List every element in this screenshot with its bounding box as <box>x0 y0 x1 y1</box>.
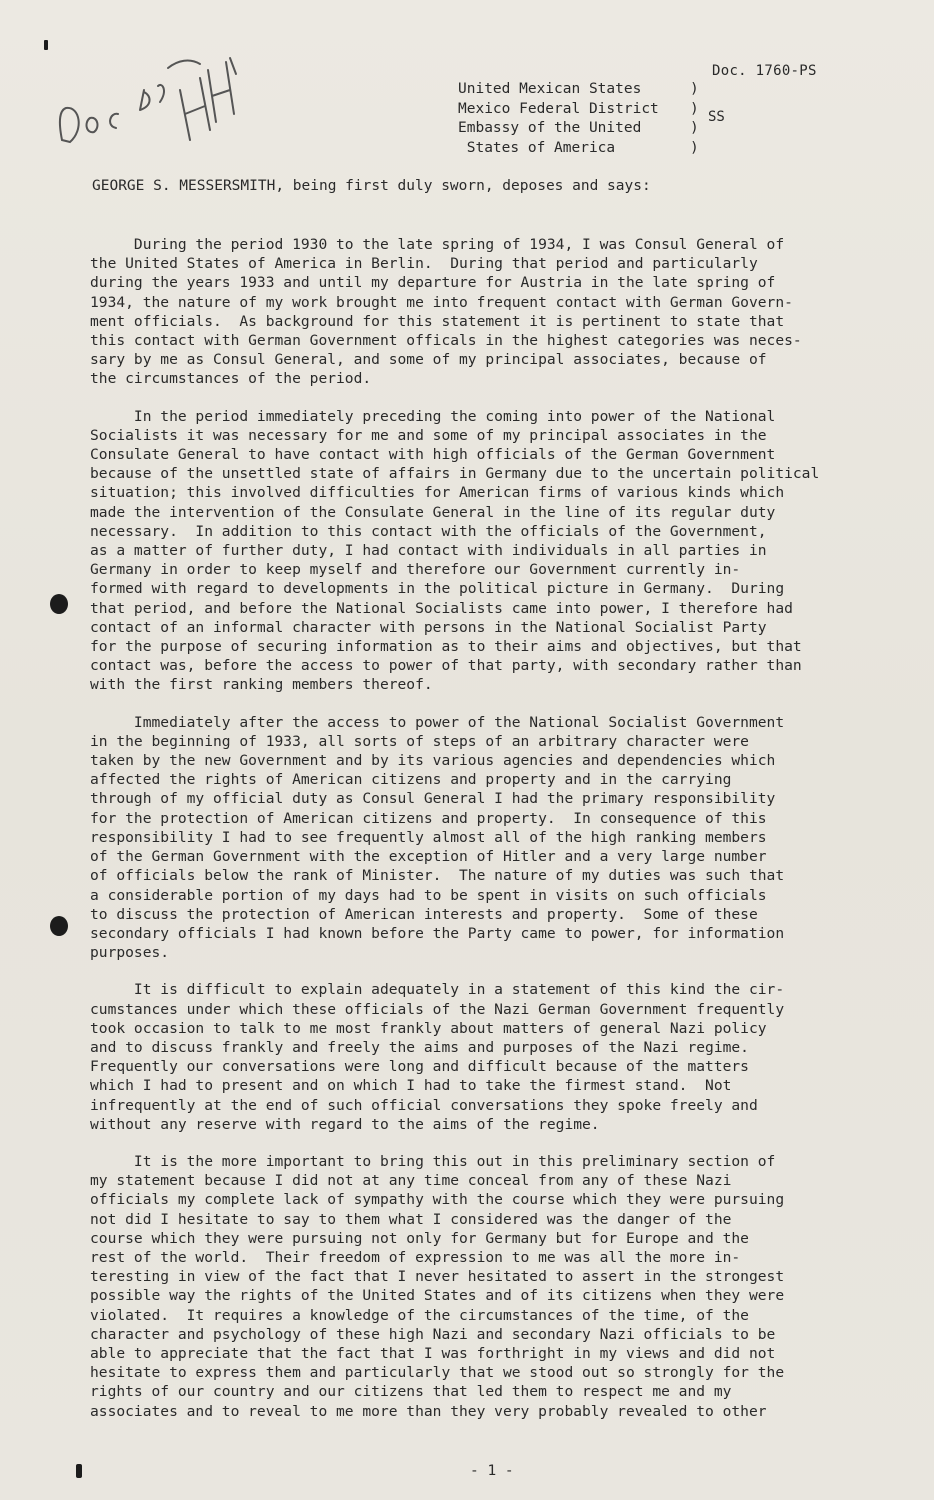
affidavit-body <box>90 235 880 1439</box>
paragraph: During the period 1930 to the late spring of 1934, I was Consul General of the United States of America in Berlin. During that period and particularly during the years 1933 and until my departure for Austria in the late spring of 1934, the nature of my work brought me into frequent contact with German Govern- ment officials. As background for this statement it is pertinent to state that this contact with German Government officals in the highest categories was neces- sary by me as Consul General, and some of my principal associates, because of the circumstances of the period. <box>90 236 802 388</box>
venue-line: States of America ) <box>458 139 704 159</box>
paragraph: It is the more important to bring this out in this preliminary section of my statement because I did not at any time conceal from any of these Nazi officials my complete lack of sympathy with the course which they were pursuing not did I hesitate to say to them what I considered was the danger of the course which they were pursuing not only for Germany but for Europe and the rest of the world. Their freedom of expression to me was all the more in- teresting in view of the fact that I never hesitated to assert in the strongest possible way the rights of the United States and of its citizens when they were violated. It requires a knowledge of the circumstances of the time, of the character and psychology of these high Nazi and secondary Nazi officials to be able to appreciate that the fact that I was forthright in my views and did not hesitate to express them and particularly that we stood out so strongly for the rights of our country and our citizens that led them to respect me and my associates and to reveal to me more than they very probably revealed to other <box>90 1152 785 1420</box>
venue-text: States of America <box>458 139 616 156</box>
ink-blot <box>50 594 68 614</box>
paragraph: It is difficult to explain adequately in a statement of this kind the cir- cumstances under which these officials of the Nazi German Government frequently took occasion to talk to me most frankly about matters of general Nazi policy and to discuss frankly and freely the aims and purposes of the Nazi regime. Frequently our conversations were long and difficult because of the matters which I had to present and on which I had to take the firmest stand. Not infrequently at the end of such official conversations they spoke freely and without any reserve with regard to the aims of the regime. <box>90 981 785 1133</box>
ink-blot <box>50 916 68 936</box>
handwritten-annotation <box>40 30 260 170</box>
venue-block <box>458 80 725 158</box>
ink-mark <box>76 1464 82 1478</box>
venue-text: United Mexican States <box>458 81 642 97</box>
document-reference: Doc. 1760-PS <box>712 63 817 79</box>
venue-ss: SS <box>708 109 725 125</box>
venue-text: Mexico Federal District <box>458 100 659 117</box>
venue-line: United Mexican States ) <box>458 80 704 100</box>
ink-mark <box>44 40 48 50</box>
venue-text: Embassy of the United <box>458 120 642 136</box>
page-number: - 1 - <box>470 1463 514 1479</box>
affiant-heading: GEORGE S. MESSERSMITH, being first duly sworn, deposes and says: <box>92 178 651 194</box>
venue-line: Embassy of the United ) <box>458 119 704 139</box>
paragraph: In the period immediately preceding the coming into power of the National Socialists it was necessary for me and some of my principal associates in the Consulate General to have contact with high officials of the German Government because of the unsettled state of affairs in Germany due to the uncertain political situation; this involved difficulties for American firms of various kinds which made the intervention of the Consulate General in the line of its regular duty necessary. In addition to this contact with the officials of the Government, as a matter of further duty, I had contact with individuals in all parties in Germany in order to keep myself and therefore our Government currently in- formed with regard to developments in the political picture in Germany. During that period, and before the National Socialists came into power, I therefore had contact of an informal character with persons in the National Socialist Party for the purpose of securing information as to their aims and objectives, but that contact was, before the access to power of that party, with secondary rather than with the first ranking members thereof. <box>90 407 820 694</box>
venue-line: Mexico Federal District ) <box>458 100 704 120</box>
paragraph: Immediately after the access to power of the National Socialist Government in the beginning of 1933, all sorts of steps of an arbitrary character were taken by the new Government and by its various agencies and dependencies which affected the rights of American citizens and property and in the carrying through of my official duty as Consul General I had the primary responsibility for the protection of American citizens and property. In consequence of this responsibility I had to see frequently almost all of the high ranking members of the German Government with the exception of Hitler and a very large number of officials below the rank of Minister. The nature of my duties was such that a considerable portion of my days had to be spent in visits on such officials to discuss the protection of American interests and property. Some of these secondary officials I had known before the Party came to power, for information purposes. <box>90 713 785 962</box>
